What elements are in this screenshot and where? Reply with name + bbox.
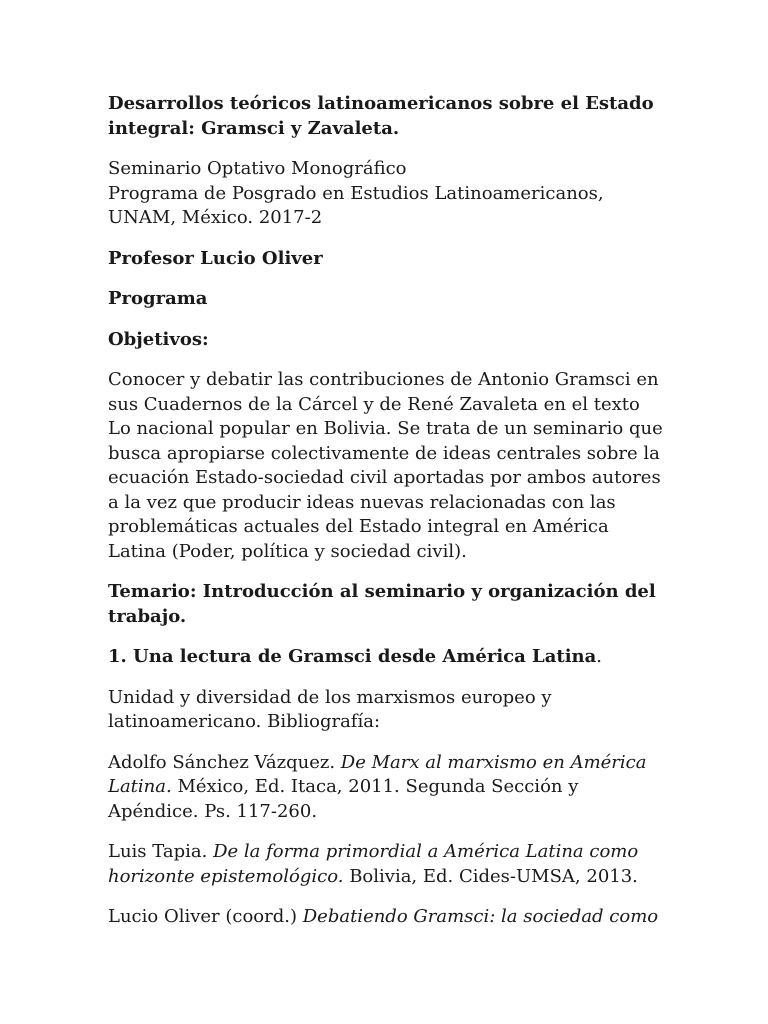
objectives-heading: Objetivos: [108, 328, 209, 350]
seminar-info [108, 157, 668, 231]
reference-details: Bolivia, Ed. Cides-UMSA, 2013. [343, 865, 638, 887]
reference-author: Adolfo Sánchez Vázquez. [108, 751, 341, 773]
seminar-type: Seminario Optativo Monográfico [108, 158, 407, 179]
reference-work: De la forma primordial a América Latina como horizonte epistemológico. [108, 841, 639, 887]
reference-work: Debatiendo Gramsci: la sociedad como [302, 906, 659, 927]
reference-item [108, 751, 668, 825]
objectives-text: Conocer y debatir las contribuciones de Antonio Gramsci en sus Cuadernos de la Cárcel y de René Zavaleta en el texto Lo nacional popular en Bolivia. Se trata de un seminario que busca apropiarse colectivamente de ideas centrales sobre la ecuación Estado-sociedad civil aportadas por ambos autores a la vez que producir ideas nuevas relacionadas con las problemáticas actuales del Estado integral en América Latina (Poder, política y sociedad civil). [108, 369, 663, 562]
reference-details: México, Ed. Itaca, 2011. Segunda Sección y Apéndice. Ps. 117-260. [108, 776, 579, 822]
reference-item [108, 905, 668, 930]
document-title: Desarrollos teóricos latinoamericanos sobre el Estado integral: Gramsci y Zavaleta. [108, 93, 654, 139]
syllabus-heading: Temario: Introducción al seminario y organización del trabajo. [108, 581, 656, 627]
section-1-title: 1. Una lectura de Gramsci desde América Latina [108, 646, 597, 667]
program-info: Programa de Posgrado en Estudios Latinoamericanos, UNAM, México. 2017-2 [108, 182, 604, 228]
reference-item [108, 840, 668, 889]
section-1-heading [108, 645, 668, 670]
reference-author: Lucio Oliver (coord.) [108, 906, 303, 927]
section-1-period: . [596, 646, 603, 667]
professor-name: Profesor Lucio Oliver [108, 247, 323, 269]
reference-work: De Marx al marxismo en América Latina. [108, 751, 647, 797]
reference-author: Luis Tapia. [108, 841, 214, 862]
section-1-intro: Unidad y diversidad de los marxismos europeo y latinoamericano. Bibliografía: [108, 686, 552, 732]
document-page [108, 92, 668, 946]
program-heading: Programa [108, 288, 208, 309]
